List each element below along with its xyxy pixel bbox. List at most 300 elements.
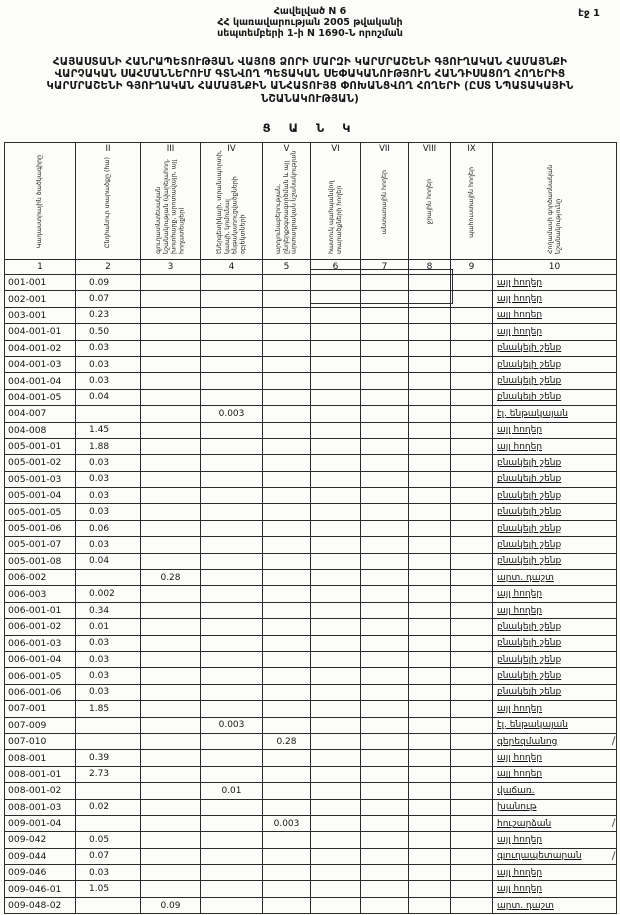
- cell-area-value: [263, 602, 311, 618]
- cell-area-value: [409, 668, 451, 684]
- cell-area-value: [263, 406, 311, 422]
- cell-land-purpose: [493, 471, 617, 487]
- column-vertical-label: հատուկ պահպանվող տարածքների հողեր: [327, 180, 343, 254]
- cell-area-value: [201, 373, 263, 389]
- cell-area-value: [201, 422, 263, 438]
- cell-area-value: [141, 717, 201, 733]
- cell-area-value: [201, 389, 263, 405]
- cell-area-value: [409, 520, 451, 536]
- cell-cadastral-code: 002-001: [5, 291, 76, 307]
- cell-area-value: [141, 766, 201, 782]
- cell-area-value: [311, 832, 361, 848]
- table-header: [5, 143, 617, 275]
- cell-area-value: [409, 619, 451, 635]
- cell-area-value: [451, 520, 493, 536]
- cell-area-value: [201, 832, 263, 848]
- cell-area-value: [311, 389, 361, 405]
- cell-area-value: [141, 783, 201, 799]
- cell-area-value: [311, 570, 361, 586]
- cell-area-value: [361, 389, 409, 405]
- cell-area-value: [263, 553, 311, 569]
- cell-land-purpose: [493, 504, 617, 520]
- cell-area-value: [311, 766, 361, 782]
- cell-land-purpose: [493, 520, 617, 536]
- cell-area-value: [141, 848, 201, 864]
- table-row: [5, 307, 617, 323]
- cell-area-value: [201, 799, 263, 815]
- cell-area-value: [361, 324, 409, 340]
- cell-area-value: [201, 619, 263, 635]
- cell-area-value: [409, 373, 451, 389]
- cell-area-value: [451, 570, 493, 586]
- cell-area-value: [451, 602, 493, 618]
- column-header-2: [76, 143, 141, 260]
- table-row: [5, 422, 617, 438]
- cell-area-value: [311, 471, 361, 487]
- cell-area-value: 0.07: [76, 848, 141, 864]
- cell-area-value: 0.28: [263, 733, 311, 749]
- cell-area-value: [263, 291, 311, 307]
- cell-land-purpose: [493, 438, 617, 454]
- cell-area-value: 1.45: [76, 422, 141, 438]
- cell-area-value: [409, 881, 451, 897]
- cell-area-value: [263, 832, 311, 848]
- cell-area-value: [201, 553, 263, 569]
- cell-area-value: [263, 684, 311, 700]
- cell-cadastral-code: 006-001-05: [5, 668, 76, 684]
- cell-area-value: [263, 865, 311, 881]
- cell-cadastral-code: 009-046: [5, 865, 76, 881]
- cell-area-value: [311, 438, 361, 454]
- cell-area-value: [311, 865, 361, 881]
- cell-area-value: [409, 389, 451, 405]
- cell-area-value: [141, 815, 201, 831]
- cell-area-value: [409, 832, 451, 848]
- cell-area-value: 0.03: [76, 684, 141, 700]
- cell-area-value: 0.03: [76, 356, 141, 372]
- cell-area-value: [141, 701, 201, 717]
- cell-land-purpose: [493, 668, 617, 684]
- cell-area-value: [311, 275, 361, 291]
- cell-area-value: [201, 504, 263, 520]
- cell-area-value: [451, 422, 493, 438]
- cell-area-value: 0.03: [76, 537, 141, 553]
- cell-area-value: [409, 307, 451, 323]
- cell-area-value: [409, 848, 451, 864]
- cell-area-value: [311, 422, 361, 438]
- cell-cadastral-code: 009-001-04: [5, 815, 76, 831]
- land-purpose-text: բնակելի շենք: [497, 687, 562, 698]
- cell-area-value: [201, 471, 263, 487]
- column-number: 4: [201, 260, 263, 275]
- cell-cadastral-code: 006-001-02: [5, 619, 76, 635]
- cell-area-value: [141, 471, 201, 487]
- cell-area-value: [361, 373, 409, 389]
- cell-area-value: [141, 520, 201, 536]
- cell-area-value: [201, 602, 263, 618]
- cell-land-purpose: [493, 307, 617, 323]
- cell-area-value: [201, 881, 263, 897]
- cell-area-value: [201, 651, 263, 667]
- title-line-3: ԿԱՐՄՐԱՇԵՆԻ ԳՅՈՒՂԱԿԱՆ ՀԱՄԱՅՆՔԻՆ ԱՆՀԱՏՈՒՅՑ ՓՈԽԱՆՑՎՈՂ ՀՈՂԵՐԻ (ԸՍՏ ՆՊԱՏԱԿԱՅԻՆ: [46, 81, 574, 93]
- cell-area-value: [263, 340, 311, 356]
- column-numeral: V: [283, 144, 290, 154]
- cell-area-value: [361, 881, 409, 897]
- land-purpose-text: բնակելի շենք: [497, 343, 562, 354]
- table-row: [5, 455, 617, 471]
- cell-area-value: [311, 373, 361, 389]
- cell-area-value: [201, 275, 263, 291]
- cell-land-purpose: [493, 275, 617, 291]
- cell-area-value: [361, 815, 409, 831]
- cell-area-value: [451, 389, 493, 405]
- cell-cadastral-code: 004-001-03: [5, 356, 76, 372]
- cell-area-value: [451, 471, 493, 487]
- cell-cadastral-code: 007-009: [5, 717, 76, 733]
- page-number: էջ 1: [578, 8, 600, 19]
- cell-area-value: 1.88: [76, 438, 141, 454]
- column-number: 1: [5, 260, 76, 275]
- cell-area-value: [311, 651, 361, 667]
- cell-area-value: [141, 488, 201, 504]
- cell-area-value: [141, 881, 201, 897]
- table-row: [5, 570, 617, 586]
- cell-area-value: [201, 307, 263, 323]
- cell-area-value: [263, 324, 311, 340]
- cell-area-value: [311, 307, 361, 323]
- column-numeral: VII: [379, 144, 390, 154]
- table-row: [5, 881, 617, 897]
- cell-area-value: [409, 897, 451, 913]
- cell-area-value: [141, 799, 201, 815]
- cell-area-value: 0.01: [76, 619, 141, 635]
- appendix-line-2: ՀՀ կառավարության 2005 թվականի: [217, 17, 403, 29]
- cell-area-value: [311, 340, 361, 356]
- cell-area-value: [409, 291, 451, 307]
- cell-area-value: [361, 422, 409, 438]
- cell-area-value: [311, 504, 361, 520]
- handwritten-mark: [612, 851, 617, 861]
- land-purpose-text: այլ հողեր: [497, 589, 543, 600]
- cell-land-purpose: [493, 406, 617, 422]
- column-number: 7: [361, 260, 409, 275]
- cell-area-value: [451, 275, 493, 291]
- cell-area-value: [141, 602, 201, 618]
- cell-cadastral-code: 008-001-03: [5, 799, 76, 815]
- cell-area-value: [409, 815, 451, 831]
- land-purpose-text: բնակելի շենք: [497, 654, 562, 665]
- cell-area-value: [409, 406, 451, 422]
- column-header-10: [493, 143, 617, 260]
- cell-area-value: [141, 586, 201, 602]
- table-row: [5, 406, 617, 422]
- cell-land-purpose: [493, 684, 617, 700]
- column-number: 2: [76, 260, 141, 275]
- cell-area-value: [201, 537, 263, 553]
- cell-cadastral-code: 006-001-06: [5, 684, 76, 700]
- cell-land-purpose: [493, 897, 617, 913]
- land-purpose-text: արտ. դաշտ: [497, 572, 554, 583]
- cell-area-value: [451, 373, 493, 389]
- cell-cadastral-code: 009-048-02: [5, 897, 76, 913]
- cell-cadastral-code: 004-001-02: [5, 340, 76, 356]
- land-purpose-text: բնակելի շենք: [497, 621, 562, 632]
- cell-area-value: [451, 406, 493, 422]
- cell-area-value: 0.50: [76, 324, 141, 340]
- cell-area-value: [311, 619, 361, 635]
- cell-area-value: 0.23: [76, 307, 141, 323]
- cell-cadastral-code: 009-046-01: [5, 881, 76, 897]
- cell-area-value: [311, 750, 361, 766]
- cell-area-value: 0.03: [76, 488, 141, 504]
- cell-land-purpose: [493, 537, 617, 553]
- column-header-1: [5, 143, 76, 260]
- cell-area-value: [451, 733, 493, 749]
- cell-area-value: [201, 324, 263, 340]
- column-vertical-label: ջրային հողեր: [425, 179, 433, 225]
- land-purpose-text: վաճառ.: [497, 785, 535, 796]
- cell-area-value: [311, 291, 361, 307]
- column-vertical-label: Կադաստրային ծածկագիրը: [36, 155, 44, 249]
- column-number: 10: [493, 260, 617, 275]
- cell-area-value: [361, 750, 409, 766]
- column-numeral: VI: [331, 144, 340, 154]
- cell-area-value: [311, 356, 361, 372]
- cell-area-value: [201, 733, 263, 749]
- cell-area-value: [311, 881, 361, 897]
- land-purpose-text: բնակելի շենք: [497, 638, 562, 649]
- cell-cadastral-code: 004-001-05: [5, 389, 76, 405]
- land-purpose-text: բնակելի շենք: [497, 671, 562, 682]
- table-row: [5, 356, 617, 372]
- column-number: 5: [263, 260, 311, 275]
- cell-area-value: 0.003: [263, 815, 311, 831]
- cell-area-value: [361, 717, 409, 733]
- cell-land-purpose: [493, 422, 617, 438]
- cell-area-value: [361, 701, 409, 717]
- cell-area-value: [361, 897, 409, 913]
- cell-area-value: [141, 684, 201, 700]
- cell-area-value: [451, 455, 493, 471]
- table-row: [5, 488, 617, 504]
- cell-area-value: [263, 504, 311, 520]
- cell-area-value: [451, 750, 493, 766]
- cell-area-value: [311, 324, 361, 340]
- column-numeral: VIII: [422, 144, 437, 154]
- cell-area-value: [409, 504, 451, 520]
- cell-area-value: [451, 668, 493, 684]
- cell-area-value: [361, 291, 409, 307]
- cell-land-purpose: [493, 619, 617, 635]
- land-purpose-text: էլ. ենթակայան: [497, 408, 569, 419]
- cell-area-value: [141, 668, 201, 684]
- land-purpose-text: հուշարձան: [497, 818, 552, 829]
- cell-area-value: 1.05: [76, 881, 141, 897]
- cell-area-value: [201, 520, 263, 536]
- column-vertical-label: Ընդհանուր տարածքը (հա): [104, 156, 112, 248]
- cell-area-value: [141, 504, 201, 520]
- land-purpose-text: գերեզմանոց: [497, 736, 558, 747]
- cell-cadastral-code: 008-001-02: [5, 783, 76, 799]
- cell-area-value: [263, 701, 311, 717]
- table-row: [5, 717, 617, 733]
- land-purpose-text: խանութ: [497, 802, 537, 813]
- table-row: [5, 799, 617, 815]
- cell-area-value: [141, 389, 201, 405]
- cell-area-value: [361, 356, 409, 372]
- cell-area-value: [263, 356, 311, 372]
- table-row: [5, 701, 617, 717]
- column-header-6: [311, 143, 361, 260]
- cell-area-value: [263, 570, 311, 586]
- cell-area-value: [76, 815, 141, 831]
- cell-land-purpose: [493, 635, 617, 651]
- cell-area-value: [311, 553, 361, 569]
- cell-area-value: [451, 356, 493, 372]
- cell-area-value: [76, 733, 141, 749]
- cell-area-value: [311, 488, 361, 504]
- cell-cadastral-code: 003-001: [5, 307, 76, 323]
- cell-area-value: [76, 783, 141, 799]
- cell-area-value: [201, 635, 263, 651]
- cell-area-value: 0.002: [76, 586, 141, 602]
- cell-area-value: [141, 455, 201, 471]
- cell-cadastral-code: 005-001-08: [5, 553, 76, 569]
- column-vertical-label: Հողամասի գործառնական նշանակությունը: [546, 164, 562, 254]
- cell-area-value: [451, 619, 493, 635]
- cell-cadastral-code: 008-001-01: [5, 766, 76, 782]
- cell-area-value: [409, 275, 451, 291]
- cell-area-value: [409, 553, 451, 569]
- cell-area-value: [263, 471, 311, 487]
- cell-area-value: 0.003: [201, 406, 263, 422]
- cell-area-value: [311, 701, 361, 717]
- cell-area-value: [409, 537, 451, 553]
- land-purpose-text: բնակելի շենք: [497, 507, 562, 518]
- cell-area-value: [141, 291, 201, 307]
- cell-cadastral-code: 009-042: [5, 832, 76, 848]
- cell-area-value: [141, 340, 201, 356]
- cell-area-value: 0.02: [76, 799, 141, 815]
- land-purpose-text: բնակելի շենք: [497, 490, 562, 501]
- cell-area-value: [409, 635, 451, 651]
- cell-area-value: [311, 815, 361, 831]
- table-row: [5, 815, 617, 831]
- table-row: [5, 897, 617, 913]
- cell-land-purpose: [493, 373, 617, 389]
- table-row: [5, 766, 617, 782]
- cell-area-value: [201, 488, 263, 504]
- cell-area-value: [263, 766, 311, 782]
- cell-area-value: [361, 848, 409, 864]
- cell-area-value: [311, 783, 361, 799]
- table-row: [5, 783, 617, 799]
- appendix-line-3: սեպտեմբերի 1-ի N 1690-Ն որոշման: [217, 28, 403, 40]
- cell-area-value: [311, 897, 361, 913]
- cell-area-value: [409, 324, 451, 340]
- cell-area-value: [451, 701, 493, 717]
- cell-land-purpose: [493, 733, 617, 749]
- cell-area-value: 0.05: [76, 832, 141, 848]
- land-parcels-table: [4, 142, 617, 914]
- cell-area-value: [451, 848, 493, 864]
- cell-area-value: 0.03: [76, 471, 141, 487]
- column-numeral: III: [166, 144, 175, 154]
- cell-area-value: [451, 865, 493, 881]
- cell-area-value: [201, 570, 263, 586]
- cell-area-value: [361, 832, 409, 848]
- cell-area-value: [201, 455, 263, 471]
- land-purpose-text: բնակելի շենք: [497, 556, 562, 567]
- cell-area-value: [361, 619, 409, 635]
- cell-area-value: [311, 586, 361, 602]
- table-row: [5, 848, 617, 864]
- cell-area-value: [76, 570, 141, 586]
- cell-area-value: [141, 635, 201, 651]
- appendix-line-1: Հավելված N 6: [273, 6, 347, 17]
- cell-area-value: [361, 586, 409, 602]
- cell-area-value: [263, 373, 311, 389]
- cell-area-value: [361, 455, 409, 471]
- cell-area-value: [263, 750, 311, 766]
- cell-area-value: [263, 897, 311, 913]
- land-purpose-text: այլ հողեր: [497, 605, 543, 616]
- cell-land-purpose: [493, 832, 617, 848]
- cell-land-purpose: [493, 570, 617, 586]
- cell-area-value: [141, 537, 201, 553]
- cell-area-value: [201, 897, 263, 913]
- table-row: [5, 520, 617, 536]
- cell-area-value: [361, 865, 409, 881]
- cell-area-value: [409, 651, 451, 667]
- land-purpose-text: այլ հողեր: [497, 294, 543, 305]
- cell-area-value: [451, 537, 493, 553]
- column-vertical-label: էներգետիկայի, տրանսպորտի, կապի, կոմունալ ենթակառուցվածքների օբյեկտների: [215, 150, 247, 254]
- appendix-reference: [0, 6, 620, 40]
- cell-cadastral-code: 005-001-03: [5, 471, 76, 487]
- cell-area-value: [409, 586, 451, 602]
- cell-area-value: [311, 520, 361, 536]
- table-row: [5, 340, 617, 356]
- cell-area-value: [201, 438, 263, 454]
- cell-area-value: [311, 684, 361, 700]
- cell-area-value: [451, 340, 493, 356]
- cell-area-value: [141, 651, 201, 667]
- land-purpose-text: բնակելի շենք: [497, 457, 562, 468]
- cell-land-purpose: [493, 340, 617, 356]
- cell-land-purpose: [493, 848, 617, 864]
- cell-land-purpose: [493, 783, 617, 799]
- cell-area-value: 2.73: [76, 766, 141, 782]
- cell-area-value: [76, 717, 141, 733]
- cell-area-value: [361, 668, 409, 684]
- handwritten-mark: [612, 736, 617, 746]
- cell-area-value: [361, 684, 409, 700]
- land-purpose-text: այլ հողեր: [497, 277, 543, 288]
- table-row: [5, 324, 617, 340]
- column-numeral: IX: [467, 144, 476, 154]
- land-purpose-text: այլ հողեր: [497, 425, 543, 436]
- cell-area-value: 0.03: [76, 455, 141, 471]
- cell-area-value: [451, 881, 493, 897]
- cell-area-value: [409, 799, 451, 815]
- cell-area-value: [361, 783, 409, 799]
- cell-area-value: [311, 406, 361, 422]
- cell-area-value: [409, 750, 451, 766]
- cell-cadastral-code: 006-001-01: [5, 602, 76, 618]
- cell-area-value: [409, 455, 451, 471]
- cell-area-value: [311, 602, 361, 618]
